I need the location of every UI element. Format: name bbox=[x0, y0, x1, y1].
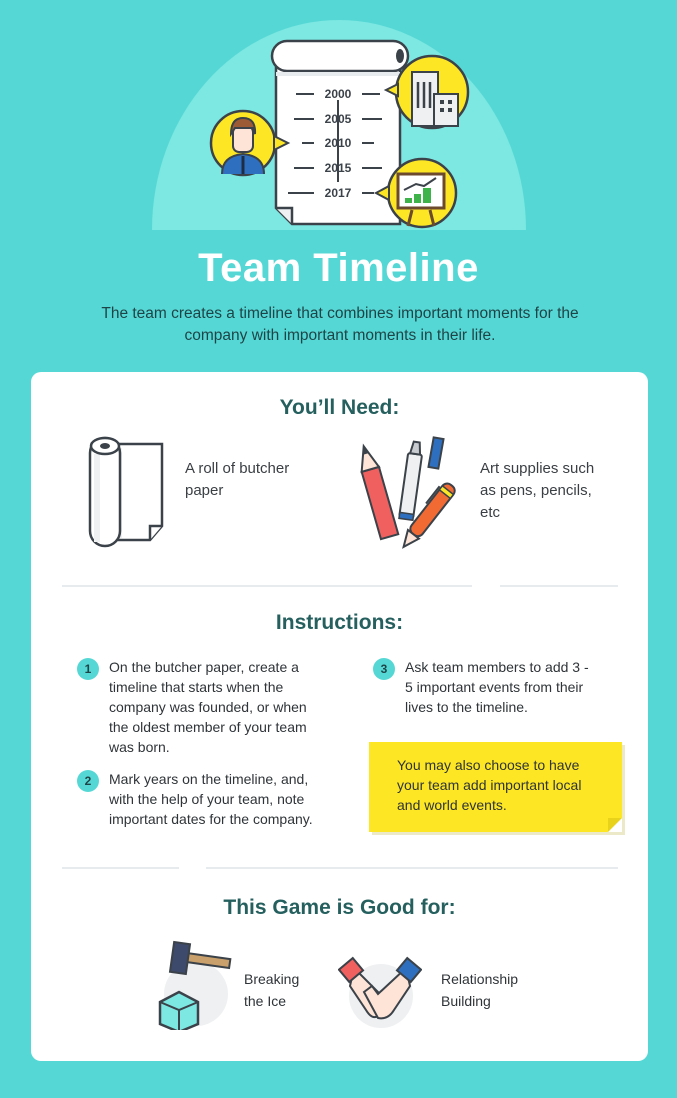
instruction-step-2 bbox=[77, 769, 347, 829]
step-text: Ask team members to add 3 - 5 important events from their lives to the timeline. bbox=[405, 659, 589, 715]
note-line: You may also choose to have bbox=[397, 757, 580, 773]
good-for-item-relationship bbox=[441, 968, 518, 1012]
section-divider bbox=[500, 585, 618, 587]
step-text: Mark years on the timeline, and, with the help of your team, note important dates for the company. bbox=[109, 771, 313, 827]
hero-illustration bbox=[0, 0, 677, 230]
step-text: On the butcher paper, create a timeline that starts when the company was founded, or when the oldest member of your team was born. bbox=[109, 659, 307, 755]
subtitle-line: The team creates a timeline that combines important moments for the bbox=[101, 305, 579, 322]
year-label: 2000 bbox=[324, 87, 352, 101]
good-for-line: Relationship bbox=[441, 971, 519, 987]
handshake-icon bbox=[338, 946, 422, 1028]
year-label: 2017 bbox=[324, 186, 352, 200]
year-label: 2005 bbox=[324, 112, 352, 126]
good-for-line: the Ice bbox=[244, 993, 287, 1009]
instruction-step-3 bbox=[373, 657, 623, 717]
section-divider bbox=[62, 585, 472, 587]
need-text-line: Art supplies such bbox=[480, 460, 595, 477]
good-for-heading: This Game is Good for: bbox=[223, 896, 456, 919]
note-line: and world events. bbox=[397, 797, 507, 813]
content-card bbox=[31, 372, 648, 1061]
need-item-paper bbox=[185, 458, 289, 502]
good-for-line: Building bbox=[441, 993, 491, 1009]
hammer-ice-icon bbox=[154, 940, 238, 1030]
step-number-badge: 1 bbox=[77, 658, 99, 680]
page-subtitle bbox=[70, 303, 610, 347]
note-line: your team add important local bbox=[397, 777, 582, 793]
good-for-item-icebreaker bbox=[244, 968, 299, 1012]
paper-roll-icon bbox=[86, 434, 166, 550]
section-divider bbox=[206, 867, 618, 869]
subtitle-line: company with important moments in their life. bbox=[184, 327, 496, 344]
instruction-step-1 bbox=[77, 657, 337, 757]
need-item-art-supplies bbox=[480, 458, 594, 524]
art-supplies-icon bbox=[359, 436, 469, 556]
section-divider bbox=[62, 867, 179, 869]
good-for-line: Breaking bbox=[244, 971, 300, 987]
page-title: Team Timeline bbox=[198, 246, 479, 290]
step-number-badge: 3 bbox=[373, 658, 395, 680]
need-text-line: as pens, pencils, bbox=[480, 482, 592, 499]
step-number-badge: 2 bbox=[77, 770, 99, 792]
needs-heading: You’ll Need: bbox=[279, 396, 400, 419]
timeline-scroll-icon bbox=[200, 38, 480, 230]
note-fold-corner bbox=[608, 818, 622, 832]
sticky-note bbox=[369, 742, 622, 832]
year-label: 2010 bbox=[324, 136, 352, 150]
need-text-line: A roll of butcher bbox=[185, 460, 290, 477]
year-label: 2015 bbox=[324, 161, 352, 175]
need-text-line: etc bbox=[480, 504, 501, 521]
need-text-line: paper bbox=[185, 482, 224, 499]
instructions-heading: Instructions: bbox=[275, 611, 404, 634]
